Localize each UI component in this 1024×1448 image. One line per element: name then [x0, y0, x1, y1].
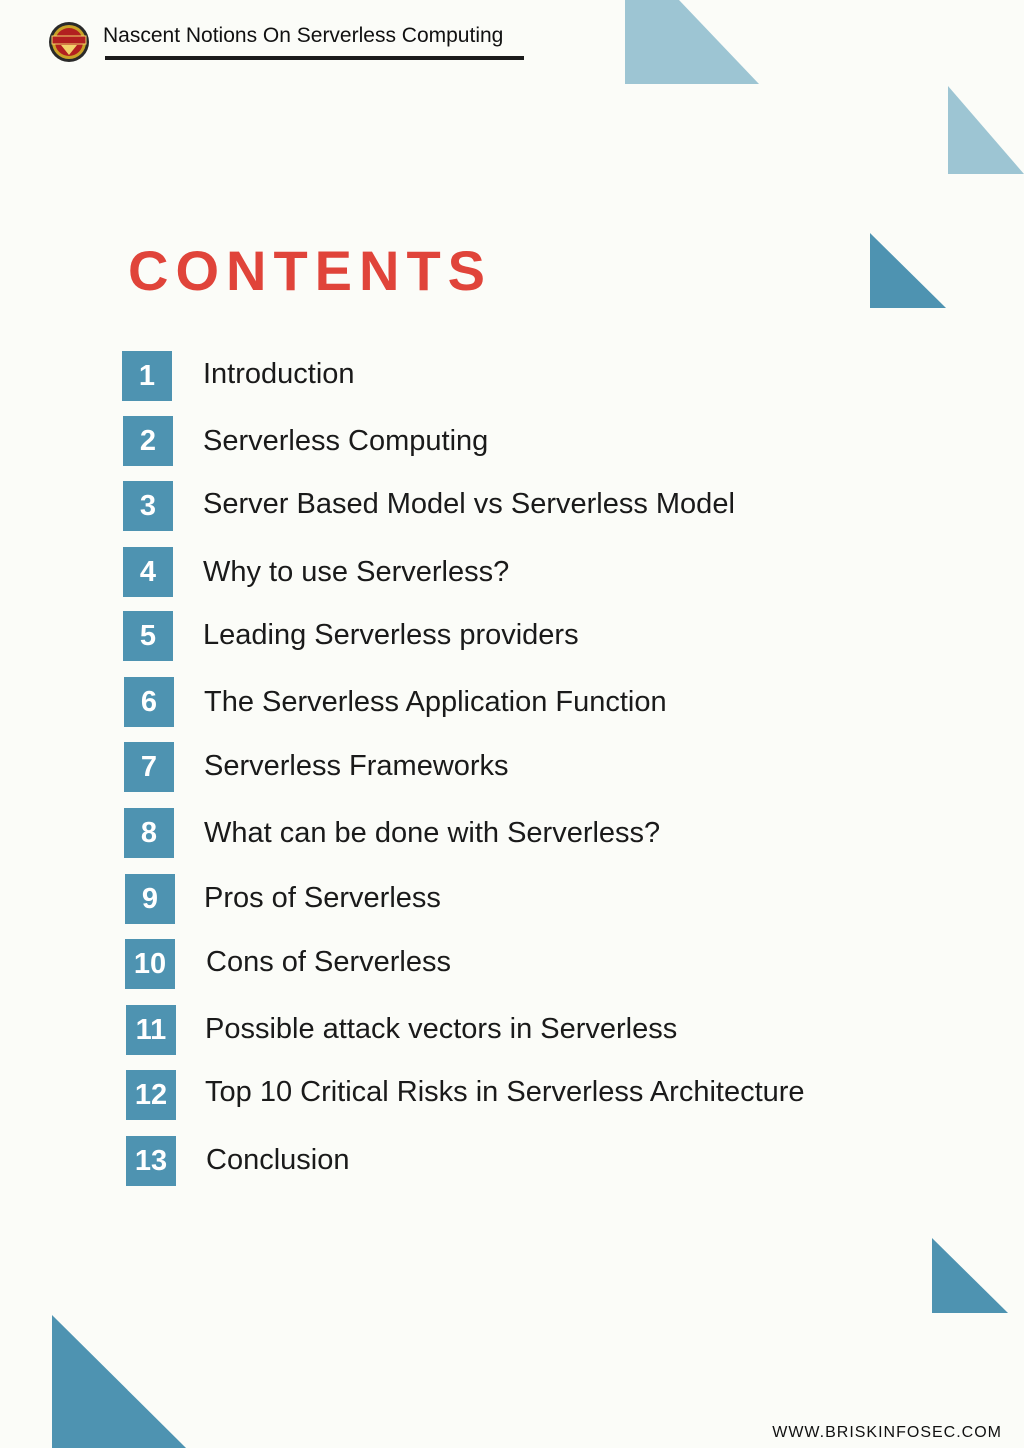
decorative-triangle-lower-right	[932, 1238, 1008, 1313]
toc-number-badge: 12	[126, 1070, 176, 1120]
toc-item[interactable]	[0, 939, 1024, 991]
toc-label: Server Based Model vs Serverless Model	[203, 488, 735, 520]
toc-number-badge: 1	[122, 351, 172, 401]
decorative-triangle-mid	[870, 233, 946, 308]
toc-label: Serverless Frameworks	[204, 750, 509, 782]
document-title: Nascent Notions On Serverless Computing	[103, 24, 504, 47]
toc-label: Cons of Serverless	[206, 946, 451, 978]
toc-item[interactable]	[0, 1070, 1024, 1122]
toc-item[interactable]	[0, 481, 1024, 533]
toc-item[interactable]	[0, 677, 1024, 729]
toc-label: Serverless Computing	[203, 425, 489, 457]
toc-item[interactable]	[0, 1005, 1024, 1057]
toc-item[interactable]	[0, 416, 1024, 468]
toc-label: The Serverless Application Function	[204, 686, 667, 718]
decorative-triangle-right	[948, 86, 1024, 174]
toc-label: Leading Serverless providers	[203, 619, 579, 651]
toc-item[interactable]	[0, 742, 1024, 794]
decorative-triangle-bottom-left	[52, 1315, 186, 1448]
toc-number-badge: 2	[123, 416, 173, 466]
toc-number-badge: 5	[123, 611, 173, 661]
toc-label: Pros of Serverless	[204, 882, 441, 914]
toc-item[interactable]	[0, 611, 1024, 663]
toc-number-badge: 10	[125, 939, 175, 989]
toc-item[interactable]	[0, 874, 1024, 926]
website-url[interactable]: WWW.BRISKINFOSEC.COM	[772, 1424, 1002, 1441]
toc-number-badge: 3	[123, 481, 173, 531]
toc-label: Introduction	[203, 358, 355, 390]
toc-number-badge: 11	[126, 1005, 176, 1055]
header-divider	[105, 56, 524, 60]
toc-label: Why to use Serverless?	[203, 556, 510, 588]
toc-label: What can be done with Serverless?	[204, 817, 661, 849]
toc-item[interactable]	[0, 351, 1024, 403]
toc-number-badge: 9	[125, 874, 175, 924]
toc-label: Top 10 Critical Risks in Serverless Architecture	[205, 1076, 805, 1108]
decorative-triangle-top	[625, 0, 759, 84]
toc-label: Possible attack vectors in Serverless	[205, 1013, 678, 1045]
toc-item[interactable]	[0, 1136, 1024, 1188]
toc-number-badge: 7	[124, 742, 174, 792]
toc-item[interactable]	[0, 808, 1024, 860]
toc-number-badge: 4	[123, 547, 173, 597]
toc-number-badge: 6	[124, 677, 174, 727]
contents-heading: CONTENTS	[128, 239, 492, 302]
toc-number-badge: 13	[126, 1136, 176, 1186]
toc-item[interactable]	[0, 547, 1024, 599]
brisk-infosec-logo	[48, 21, 90, 63]
toc-number-badge: 8	[124, 808, 174, 858]
toc-label: Conclusion	[206, 1144, 350, 1176]
